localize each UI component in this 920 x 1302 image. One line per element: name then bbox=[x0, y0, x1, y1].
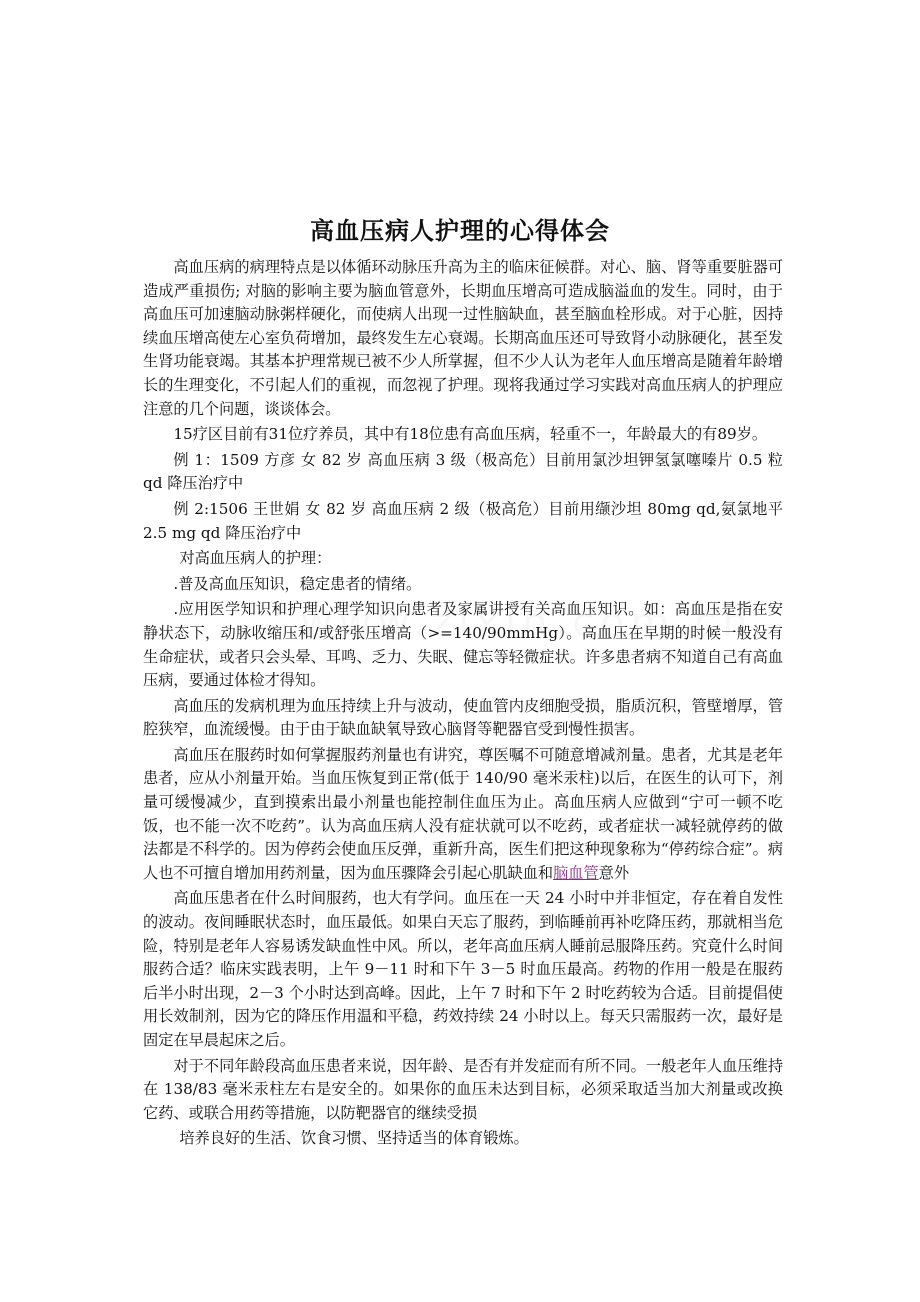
paragraph-dosage bbox=[143, 744, 783, 886]
document-title: 高血压病人护理的心得体会 bbox=[310, 216, 610, 245]
paragraph-age-targets: 对于不同年龄段高血压患者来说，因年龄、是否有并发症而有所不同。一般老年人血压维持在 138/83 毫米汞柱左右是安全的。如果你的血压未达到目标，必须采取适当加大剂量或改换它药、或联合用药等措施，以防靶器官的继续受损 bbox=[143, 1056, 783, 1122]
paragraph-dosage-text: 高血压在服药时如何掌握服药剂量也有讲究，尊医嘱不可随意增减剂量。患者，尤其是老年患者，应从小剂量开始。当血压恢复到正常(低于 140/90 毫米汞柱)以后，在医生的认可下，剂量可缓慢减少，直到摸索出最小剂量也能控制住血压为止。高血压病人应做到“宁可一顿不吃饭，也不能一次不吃药”。认为高血压病人没有症状就可以不吃药，或者症状一减轻就停药的做法都是不科学的。因为停药会使血压反弹，重新升高，医生们把这种现象称为“停药综合症”。病人也不可擅自增加用药剂量，因为血压骤降会引起心肌缺血和 bbox=[143, 745, 783, 882]
paragraph-case-1: 例 1：1509 方彦 女 82 岁 高血压病 3 级（极高危）目前用氯沙坦钾氢氯噻嗪片 0.5 粒 qd 降压治疗中 bbox=[143, 450, 783, 493]
paragraph-mechanism: 高血压的发病机理为血压持续上升与波动，使血管内皮细胞受损，脂质沉积，管壁增厚，管腔狭窄，血流缓慢。由于由于缺血缺氧导致心脑肾等靶器官受到慢性损害。 bbox=[143, 696, 783, 739]
paragraph-intro: 高血压病的病理特点是以体循环动脉压升高为主的临床征候群。对心、脑、肾等重要脏器可造成严重损伤; 对脑的影响主要为脑血管意外，长期血压增高可造成脑溢血的发生。同时，由于高血压可加速脑动脉粥样硬化，而使病人出现一过性脑缺血，甚至脑血栓形成。对于心脏，因持续血压增高使左心室负荷增加，最终发生左心衰竭。长期高血压还可导致肾小动脉硬化，甚至发生肾功能衰竭。其基本护理常规已被不少人所掌握，但不少人认为老年人血压增高是随着年龄增长的生理变化，不引起人们的重视，而忽视了护理。现将我通过学习实践对高血压病人的护理应注意的几个问题，谈谈体会。 bbox=[143, 258, 783, 418]
document-body bbox=[143, 256, 783, 1153]
paragraph-ward-stats: 15疗区目前有31位疗养员，其中有18位患有高血压病，轻重不一，年龄最大的有89岁。 bbox=[173, 425, 768, 444]
paragraph-care-point-1: .普及高血压知识，稳定患者的情绪。 bbox=[173, 574, 422, 593]
paragraph-care-heading: 对高血压病人的护理： bbox=[179, 549, 332, 568]
paragraph-lifestyle: 培养良好的生活、饮食习惯、坚持适当的体育锻炼。 bbox=[179, 1129, 529, 1148]
paragraph-case-2: 例 2:1506 王世娟 女 82 岁 高血压病 2 级（极高危）目前用缬沙坦 80mg qd,氨氯地平 2.5 mg qd 降压治疗中 bbox=[143, 499, 783, 542]
paragraph-dosage-tail: 意外 bbox=[598, 863, 629, 882]
paragraph-timing: 高血压患者在什么时间服药，也大有学问。血压在一天 24 小时中并非恒定，存在着自发性的波动。夜间睡眠状态时，血压最低。如果白天忘了服药，到临睡前再补吃降压药，那就相当危险，特别是老年人容易诱发缺血性中风。所以，老年高血压病人睡前忌服降压药。究竟什么时间服药合适？临床实践表明，上午 9－11 时和下午 3－5 时血压最高。药物的作用一般是在服药后半小时出现，2－3 个小时达到高峰。因此，上午 7 时和下午 2 时吃药较为合适。目前提倡使用长效制剂，因为它的降压作用温和平稳，药效持续 24 小时以上。每天只需服药一次，最好是固定在早晨起床之后。 bbox=[143, 889, 783, 1049]
cerebrovascular-link[interactable]: 脑血管 bbox=[553, 863, 599, 882]
paragraph-care-point-2: .应用医学知识和护理心理学知识向患者及家属讲授有关高血压知识。如：高血压是指在安静状态下，动脉收缩压和/或舒张压增高（>=140/90mmHg）。高血压在早期的时候一般没有生命症状，或者只会头晕、耳鸣、乏力、失眠、健忘等轻微症状。许多患者病不知道自己有高血压病，要通过体检才得知。 bbox=[143, 600, 783, 690]
